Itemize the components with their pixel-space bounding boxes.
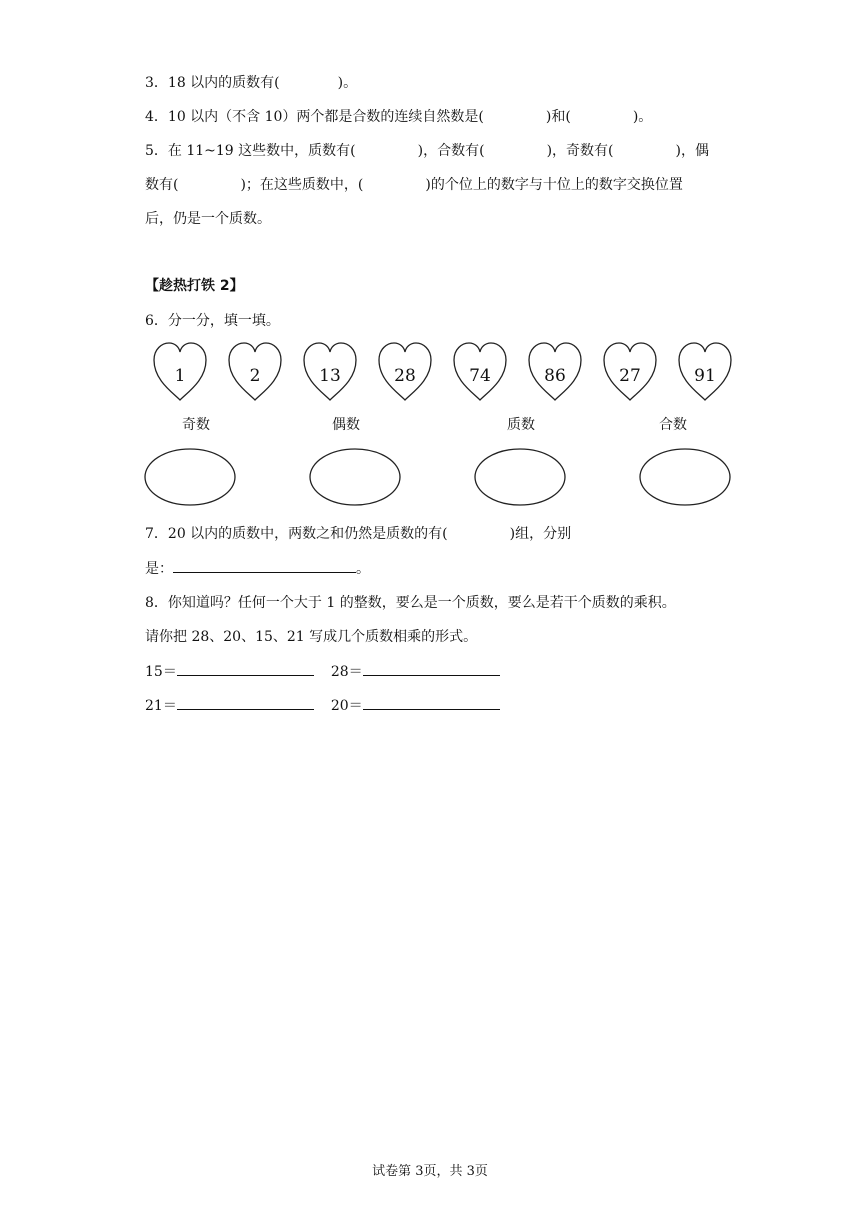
question-8-line-2: 请你把 28、20、15、21 写成几个质数相乘的形式。 [145,629,478,645]
heart-card[interactable] [150,340,210,402]
heart-number: 2 [249,366,261,386]
eq-15-answer[interactable] [177,661,314,676]
category-odd-label: 奇数 [182,417,210,433]
heart-number: 27 [619,366,641,386]
category-composite-label: 合数 [659,417,687,433]
heart-number: 74 [469,366,491,386]
question-4 [145,107,652,127]
eq-20-answer[interactable] [363,695,500,710]
heart-number: 86 [544,366,566,386]
q5-text-a: 5．在 11~19 这些数中，质数有( [145,143,356,159]
eq-28-label: 28＝ [330,664,363,680]
eq-21-answer[interactable] [177,695,314,710]
heart-card[interactable] [225,340,285,402]
q7-text-d: 。 [356,561,370,577]
page-footer: 试卷第 3页，共 3页 [372,1164,488,1179]
q4-prefix: 4．10 以内（不含 10）两个都是合数的连续自然数是( [145,109,484,125]
question-6: 6．分一分，填一填。 [145,313,280,329]
eq-15-label: 15＝ [145,664,177,680]
heart-card[interactable] [375,340,435,402]
q5-text-f: )；在这些质数中，( [240,177,364,193]
q3-prefix: 3．18 以内的质数有( [145,75,280,91]
q5-text-h: 后，仍是一个质数。 [145,211,271,227]
question-7-line-1 [145,524,571,544]
q7-text-b: )组，分别 [509,526,572,542]
q5-text-e: 数有( [145,177,179,193]
heart-card[interactable] [525,340,585,402]
heart-card[interactable] [450,340,510,402]
heart-number: 91 [694,366,716,386]
question-5-line-1 [145,141,709,161]
question-8-line-1: 8．你知道吗？任何一个大于 1 的整数，要么是一个质数，要么是若干个质数的乘积。 [145,595,676,611]
q5-text-b: )，合数有( [417,143,485,159]
q7-answer-line[interactable] [173,558,356,573]
q5-text-d: )，偶 [675,143,709,159]
eq-28-answer[interactable] [363,661,500,676]
equation-row-2 [145,695,500,716]
q7-text-c: 是： [145,561,173,577]
q4-suffix: )。 [632,109,653,125]
ellipse-composite[interactable] [639,448,731,506]
heart-card[interactable] [600,340,660,402]
heart-number: 28 [394,366,416,386]
question-3 [145,73,357,93]
q3-suffix: )。 [337,75,358,91]
q5-text-g: )的个位上的数字与十位上的数字交换位置 [425,177,683,193]
section-heading: 【趁热打铁 2】 [145,278,244,294]
question-5-line-2 [145,175,683,195]
category-even-label: 偶数 [332,417,360,433]
q5-text-c: )，奇数有( [546,143,614,159]
q4-mid: )和( [545,109,571,125]
heart-number: 1 [174,366,186,386]
equation-row-1 [145,661,500,682]
heart-card[interactable] [675,340,735,402]
q7-text-a: 7．20 以内的质数中，两数之和仍然是质数的有( [145,526,448,542]
heart-card[interactable] [300,340,360,402]
ellipse-prime[interactable] [474,448,566,506]
ellipse-odd[interactable] [144,448,236,506]
category-prime-label: 质数 [507,417,535,433]
ellipse-even[interactable] [309,448,401,506]
heart-number: 13 [319,366,341,386]
question-7-line-2 [145,558,370,579]
eq-21-label: 21＝ [145,698,177,714]
eq-20-label: 20＝ [330,698,363,714]
question-5-line-3 [145,209,271,229]
